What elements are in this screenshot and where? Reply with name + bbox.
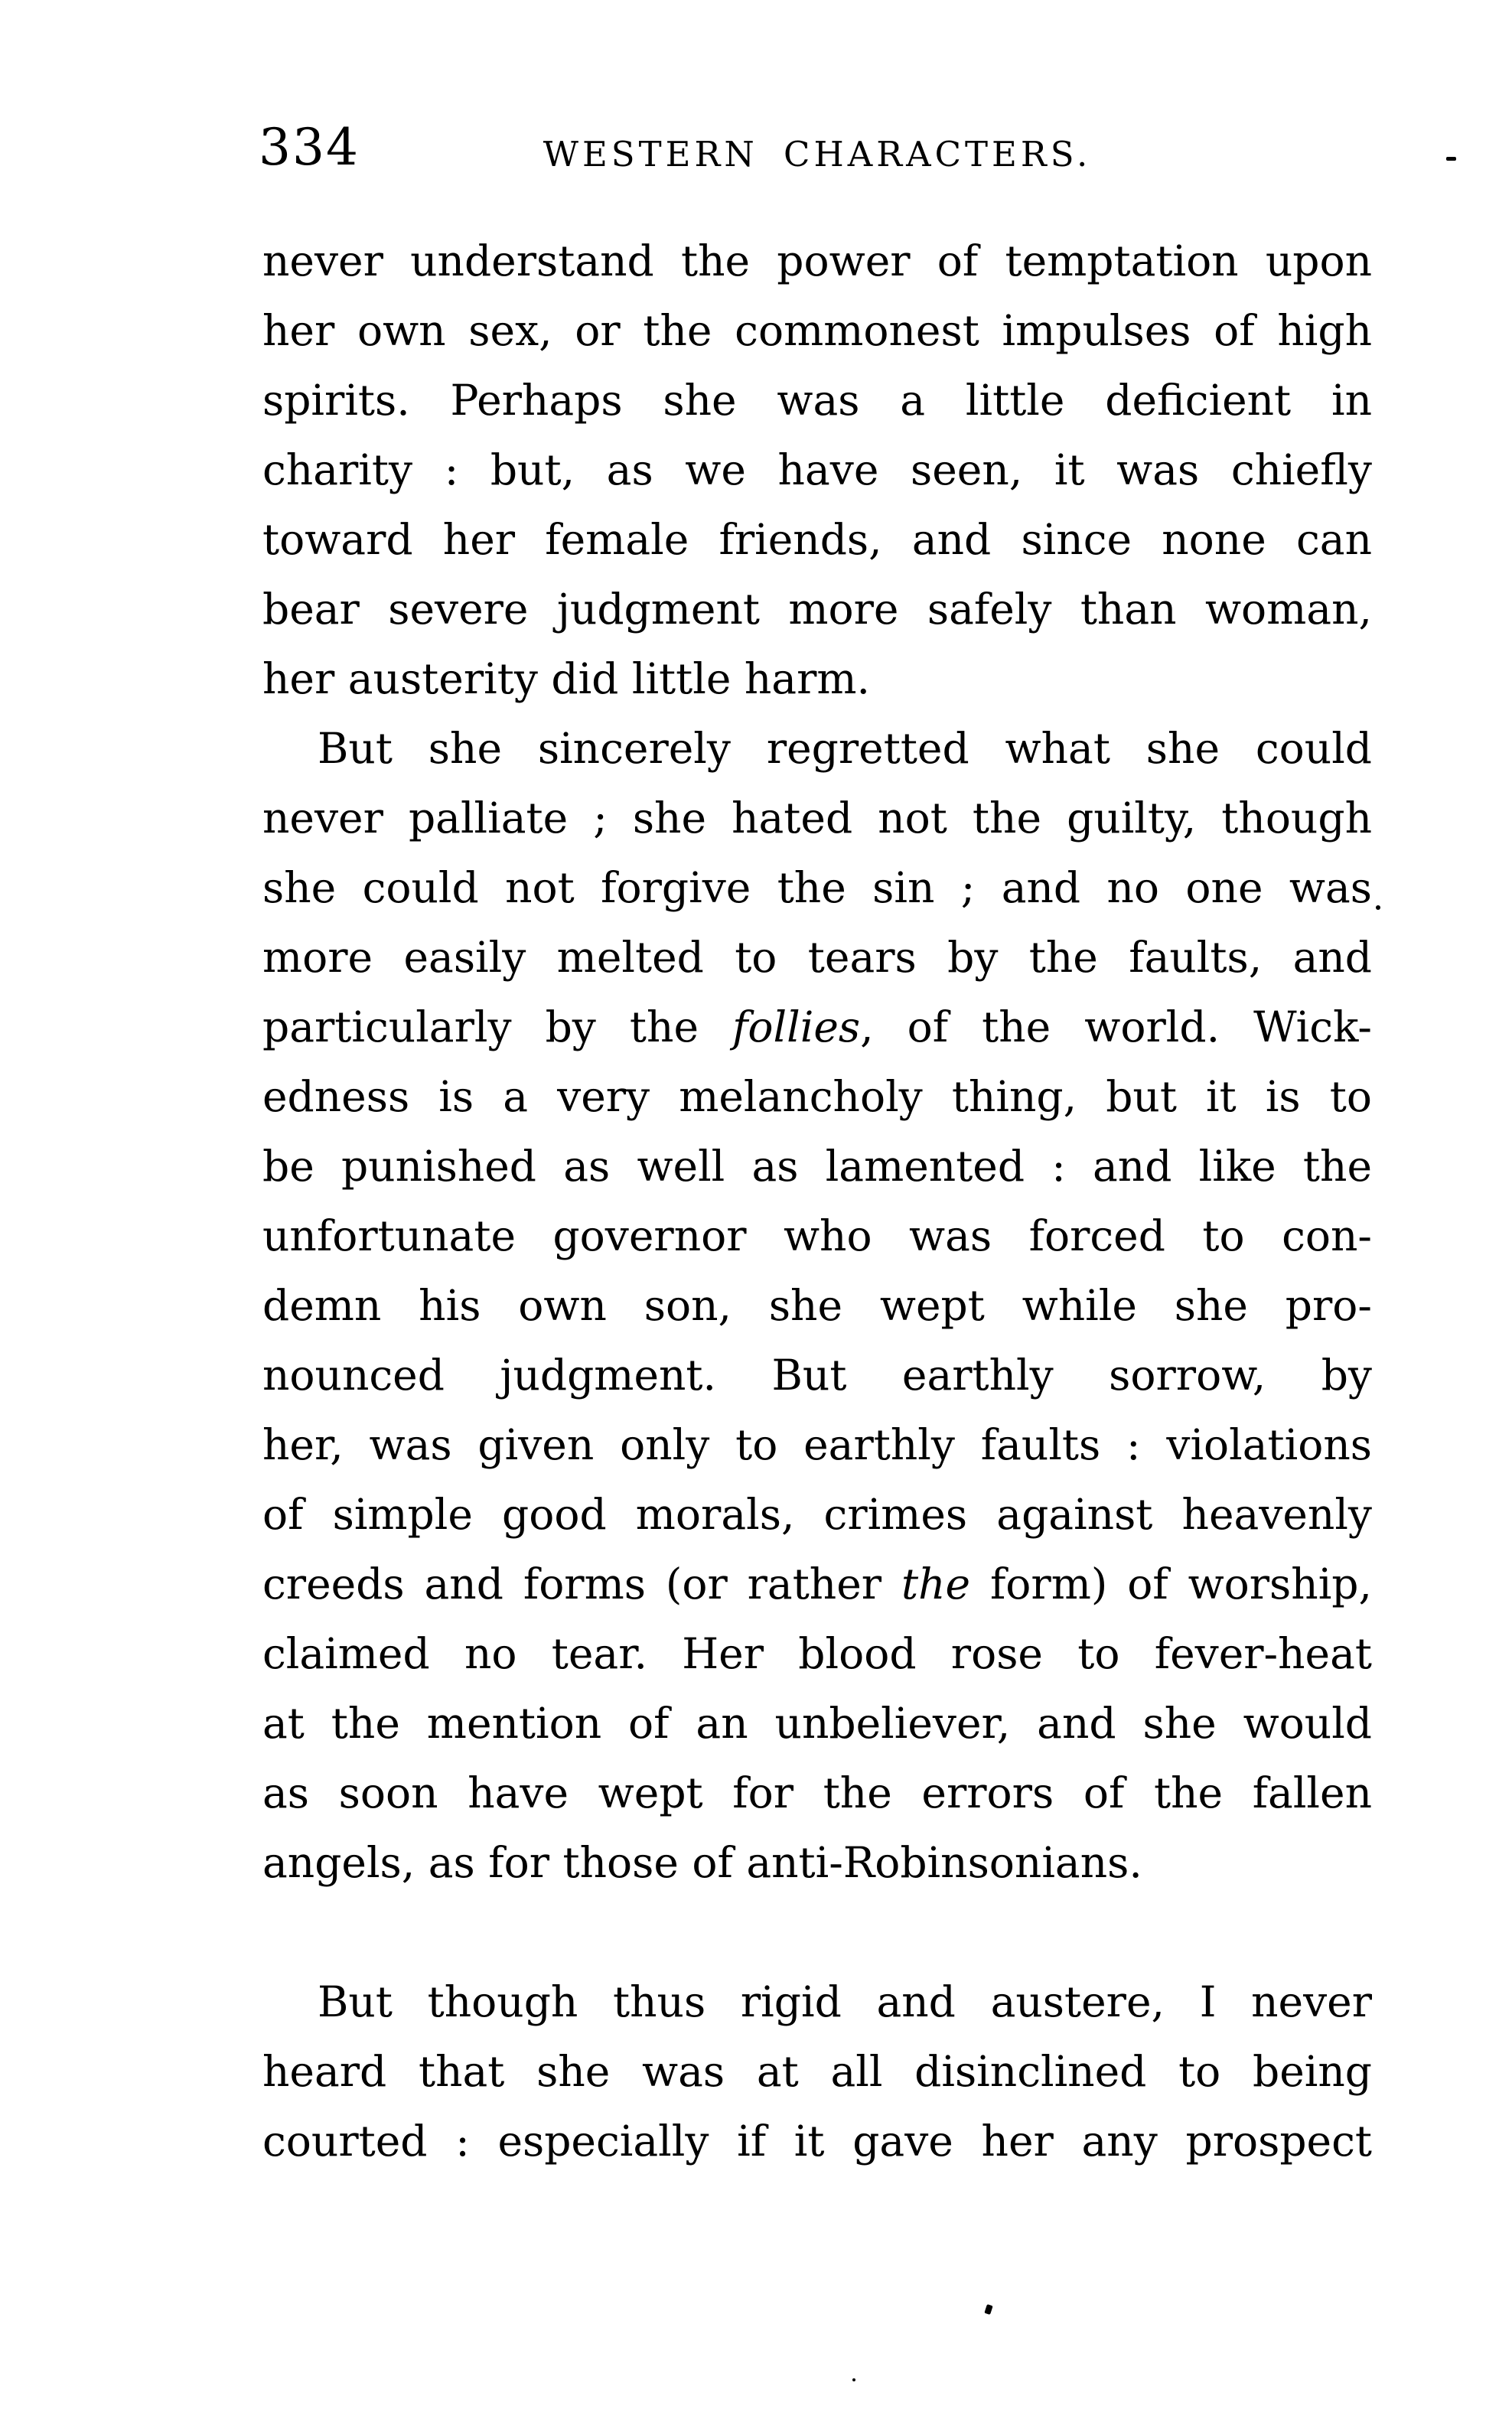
text-segment: heard that she was at all disinclined to being bbox=[262, 2047, 1372, 2096]
italic-text: follies bbox=[732, 1002, 861, 1051]
scan-artifact bbox=[1376, 905, 1380, 910]
text-segment: charity : but, as we have seen, it was chiefly bbox=[262, 445, 1372, 494]
text-line bbox=[262, 1132, 1372, 1201]
text-segment: never understand the power of temptation upon bbox=[262, 236, 1372, 285]
text-line bbox=[262, 1410, 1372, 1480]
text-line bbox=[262, 853, 1372, 923]
text-line bbox=[262, 644, 1372, 714]
text-line bbox=[262, 1619, 1372, 1689]
scan-artifact bbox=[984, 2304, 992, 2315]
page-number: 334 bbox=[259, 118, 360, 177]
italic-text: the bbox=[901, 1560, 971, 1609]
text-line bbox=[262, 714, 1372, 784]
text-segment: her austerity did little harm. bbox=[262, 654, 871, 703]
text-line bbox=[262, 1967, 1372, 2037]
text-line bbox=[262, 1341, 1372, 1410]
text-line bbox=[262, 1480, 1372, 1550]
text-segment: spirits. Perhaps she was a little deficient in bbox=[262, 376, 1372, 425]
scan-artifact bbox=[1446, 157, 1456, 161]
text-line bbox=[262, 923, 1372, 993]
text-line bbox=[262, 1550, 1372, 1619]
text-line bbox=[262, 435, 1372, 505]
text-segment: But she sincerely regretted what she could bbox=[318, 724, 1372, 773]
text-segment: angels, as for those of anti-Robinsonians. bbox=[262, 1838, 1142, 1887]
text-line bbox=[262, 296, 1372, 366]
text-line bbox=[262, 366, 1372, 435]
text-line bbox=[262, 227, 1372, 296]
text-segment: never palliate ; she hated not the guilty, though bbox=[262, 794, 1372, 843]
text-line bbox=[262, 1689, 1372, 1758]
text-segment: claimed no tear. Her blood rose to fever-heat bbox=[262, 1629, 1372, 1678]
text-segment: bear severe judgment more safely than woman, bbox=[262, 585, 1372, 634]
text-segment: of simple good morals, crimes against heavenly bbox=[262, 1490, 1372, 1539]
text-segment: courted : especially if it gave her any prospect bbox=[262, 2117, 1372, 2166]
text-segment: her own sex, or the commonest impulses of high bbox=[262, 306, 1372, 355]
text-line bbox=[262, 1062, 1372, 1132]
paragraph bbox=[262, 714, 1372, 1898]
text-segment: demn his own son, she wept while she pro- bbox=[262, 1281, 1372, 1330]
paragraph bbox=[262, 227, 1372, 714]
text-segment: form) of worship, bbox=[970, 1560, 1372, 1609]
text-segment: as soon have wept for the errors of the fallen bbox=[262, 1768, 1372, 1817]
text-line bbox=[262, 2107, 1372, 2176]
text-segment: she could not forgive the sin ; and no one was bbox=[262, 863, 1372, 912]
text-segment: particularly by the bbox=[262, 1002, 733, 1051]
text-segment: edness is a very melancholy thing, but it is to bbox=[262, 1072, 1372, 1121]
text-segment: be punished as well as lamented : and like the bbox=[262, 1142, 1372, 1191]
text-segment: nounced judgment. But earthly sorrow, by bbox=[262, 1351, 1372, 1400]
text-segment: But though thus rigid and austere, I never bbox=[318, 1977, 1372, 2026]
body-text bbox=[262, 227, 1372, 2176]
text-segment: creeds and forms (or rather bbox=[262, 1560, 901, 1609]
text-segment: unfortunate governor who was forced to con- bbox=[262, 1211, 1372, 1260]
text-line bbox=[262, 1828, 1372, 1898]
text-segment: more easily melted to tears by the faults, and bbox=[262, 933, 1372, 982]
text-line bbox=[262, 575, 1372, 644]
paragraph bbox=[262, 1967, 1372, 2176]
text-line bbox=[262, 784, 1372, 853]
text-line bbox=[262, 505, 1372, 575]
running-head: WESTERN CHARACTERS. bbox=[543, 134, 1092, 174]
text-line bbox=[262, 1201, 1372, 1271]
text-segment: at the mention of an unbeliever, and she would bbox=[262, 1699, 1372, 1748]
text-segment: toward her female friends, and since none can bbox=[262, 515, 1372, 564]
text-line bbox=[262, 2037, 1372, 2107]
text-line bbox=[262, 1271, 1372, 1341]
text-segment: her, was given only to earthly faults : violations bbox=[262, 1420, 1372, 1469]
text-line bbox=[262, 993, 1372, 1062]
text-segment: , of the world. Wick- bbox=[860, 1002, 1372, 1051]
text-line bbox=[262, 1758, 1372, 1828]
scan-artifact bbox=[852, 2378, 855, 2381]
